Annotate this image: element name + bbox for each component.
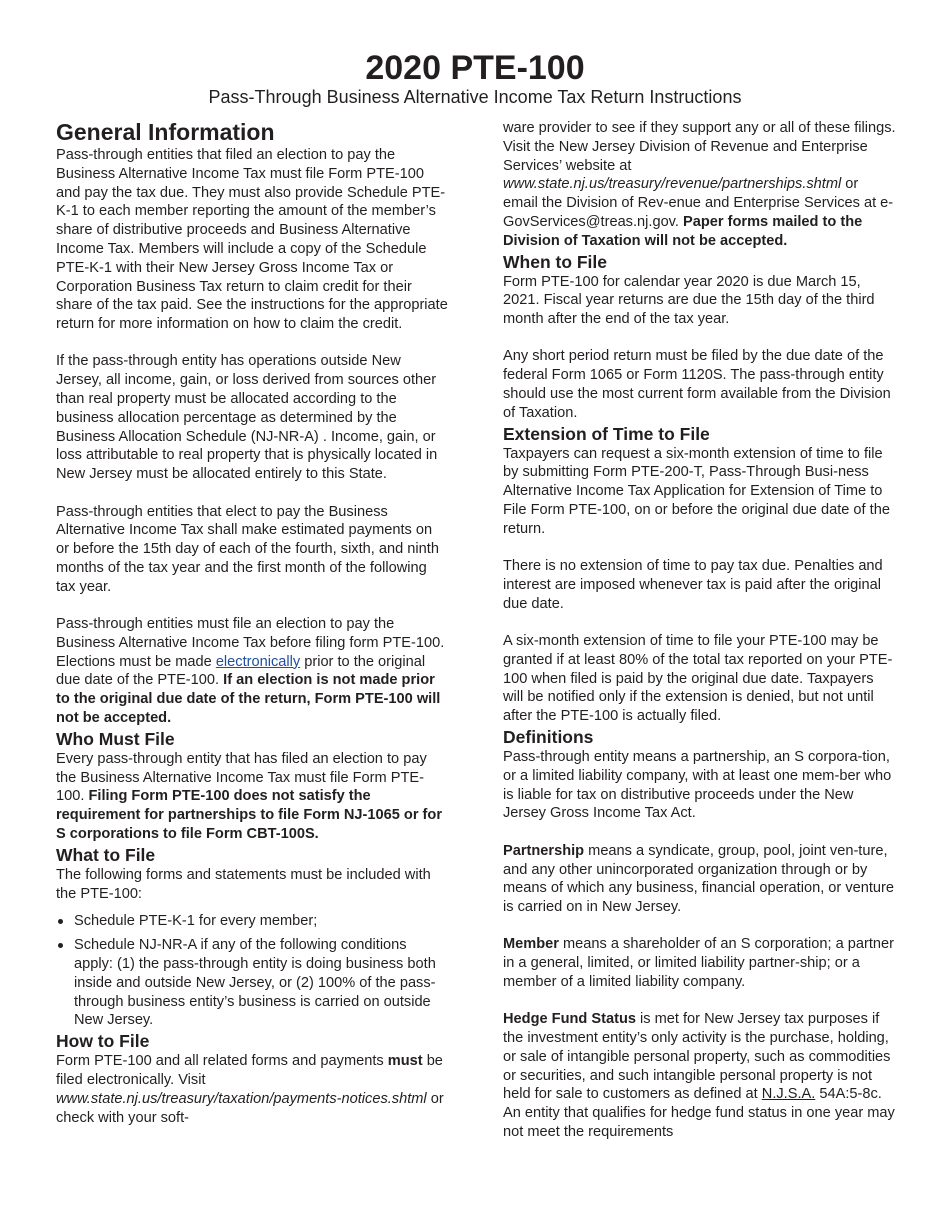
how-bold: Paper forms mailed to the Division of Taxation will not be accepted.: [503, 213, 863, 249]
who-must-file-heading: Who Must File: [56, 728, 175, 749]
extension-paragraph-3: A six-month extension of time to file your PTE-100 may be granted if at least 80% of the total tax reported on your PTE-100 when filed is paid by the original due date. Taxpayers will be notified only if the extension is denied, but not until after the PTE-100 is actually filed.: [503, 633, 893, 725]
document-title: 2020 PTE-100: [365, 49, 585, 87]
payments-url: www.state.nj.us/treasury/taxation/payments-notices.shtml: [56, 1090, 427, 1107]
definitions-heading: Definitions: [503, 727, 594, 748]
definition-pass-through: Pass-through entity means a partnership, an S corpora-tion, or a limited liability company, with at least one mem-ber who is liable for tax on distributive proceeds under the New Jersey Gross Income Tax Act.: [503, 749, 892, 822]
extension-heading: Extension of Time to File: [503, 423, 710, 444]
right-column: [503, 119, 896, 1142]
when-paragraph-1: Form PTE-100 for calendar year 2020 is due March 15, 2021. Fiscal year returns are due the 15th day of the third month after the end of the tax year.: [503, 273, 875, 328]
general-information-heading: General Information: [56, 119, 275, 145]
list-item: Schedule NJ-NR-A if any of the following conditions apply: (1) the pass-through entity is doing business both inside and outside New Jersey, or (2) 100% of the pass-through business entity’s business is carried on outside New Jersey.: [56, 936, 449, 1030]
electronically-link[interactable]: electronically: [215, 653, 301, 670]
general-p4-text-b: prior to the original due date of the PTE-100.: [56, 653, 426, 689]
what-to-file-list: [56, 912, 449, 1030]
member-text: means a shareholder of an S corporation; a partner in a general, limited, or limited liability partner-ship; or a member of a limited liability company.: [503, 936, 895, 990]
njsa-reference: N.J.S.A.: [761, 1086, 816, 1103]
definition-hedge-fund: [503, 1010, 896, 1142]
how-to-file-heading: How to File: [56, 1031, 150, 1052]
general-paragraph-3: Pass-through entities that elect to pay the Business Alternative Income Tax shall make estimated payments on or before the 15th day of each of the fourth, sixth, and ninth months of the tax year and the first month of the following tax year.: [56, 503, 439, 595]
when-paragraph-2: Any short period return must be filed by the due date of the federal Form 1065 or Form 1120S. The pass-through entity should use the most current form available from the Division of Taxation.: [503, 348, 891, 421]
document-subtitle: Pass-Through Business Alternative Income Tax Return Instructions: [208, 87, 742, 107]
what-to-file-intro: The following forms and statements must be included with the PTE-100:: [56, 866, 431, 902]
general-paragraph-1: Pass-through entities that filed an election to pay the Business Alternative Income Tax must file Form PTE-100 and pay the tax due. They must also provide Schedule PTE-K-1 to each member reporting the amount of the member’s share of distributive proceeds and Business Alternative Income Tax. Members will include a copy of the Schedule PTE-K-1 with their New Jersey Gross Income Tax or Corporation Business Tax return to claim credit for their share of the tax paid. See the instructions for the appropriate return for more information on how to claim the credit.: [56, 147, 448, 333]
who-bold: Filing Form PTE-100 does not satisfy the requirement for partnerships to file Form NJ-1065 or for S corporations to file Form CBT-100S.: [56, 788, 443, 842]
list-item: Schedule PTE-K-1 for every member;: [56, 912, 449, 931]
hedge-term: Hedge Fund Status: [503, 1011, 636, 1028]
general-paragraph-4: [56, 615, 449, 728]
partnerships-url: www.state.nj.us/treasury/revenue/partnerships.shtml: [503, 176, 842, 193]
when-to-file-heading: When to File: [503, 251, 608, 272]
how-text-a: Form PTE-100 and all related forms and payments: [56, 1053, 388, 1070]
extension-paragraph-1: Taxpayers can request a six-month extension of time to file by submitting Form PTE-200-T, Pass-Through Busi-ness Alternative Income Tax Application for Extension of Time to File Form PTE-100, on or before the original due date of the return.: [503, 445, 890, 537]
hedge-text: is met for New Jersey tax purposes if the investment entity’s only activity is the purchase, holding, or sale of intangible personal property, such as commodities or securities, and such intangible personal property is not held for sale to customers as defined at: [503, 1011, 891, 1103]
general-p4-bold: If an election is not made prior to the original due date of the return, Form PTE-100 will not be accepted.: [56, 672, 441, 727]
how-text-c-start: or check with your soft-: [56, 1090, 444, 1126]
member-term: Member: [503, 936, 559, 953]
extension-paragraph-2: There is no extension of time to pay tax due. Penalties and interest are imposed whenever tax is paid after the original due date.: [503, 558, 883, 612]
how-text-c-cont: ware provider to see if they support any or all of these filings. Visit the New Jersey Division of Revenue and Enterprise Services’ website at: [503, 120, 896, 174]
how-must: must: [387, 1053, 423, 1070]
general-p4-text-a: Pass-through entities must file an election to pay the Business Alternative Income Tax before filing form PTE-100. Elections must be made: [56, 616, 445, 670]
hedge-text-2: 54A:5-8c. An entity that qualifies for hedge fund status in one year may not meet the requirements: [503, 1086, 895, 1141]
who-text: Every pass-through entity that has filed an election to pay the Business Alternative Income Tax must file Form PTE-100.: [56, 750, 427, 805]
how-text-b: be filed electronically. Visit: [56, 1053, 443, 1088]
definition-member: [503, 935, 896, 991]
how-to-file-paragraph-cont: [503, 119, 896, 251]
partnership-text: means a syndicate, group, pool, joint ven-ture, and any other unincorporated organization through or by means of which any business, financial operation, or venture is carried on in New Jersey.: [503, 842, 895, 916]
what-to-file-heading: What to File: [56, 844, 156, 865]
general-paragraph-2: If the pass-through entity has operations outside New Jersey, all income, gain, or loss derived from sources other than real property must be allocated according to the business allocation percentage as determined by the Business Allocation Schedule (NJ-NR-A) . Income, gain, or loss attributable to real property that is physically located in New Jersey must be allocated entirely to this State.: [56, 353, 438, 483]
how-text-d: or email the Division of Rev-enue and Enterprise Services at e-GovServices@treas.nj.gov.: [503, 176, 894, 230]
who-must-file-paragraph: [56, 750, 449, 844]
partnership-term: Partnership: [503, 842, 585, 859]
left-column: [56, 118, 449, 1127]
how-to-file-paragraph-start: [56, 1052, 449, 1127]
definition-partnership: [503, 842, 896, 917]
